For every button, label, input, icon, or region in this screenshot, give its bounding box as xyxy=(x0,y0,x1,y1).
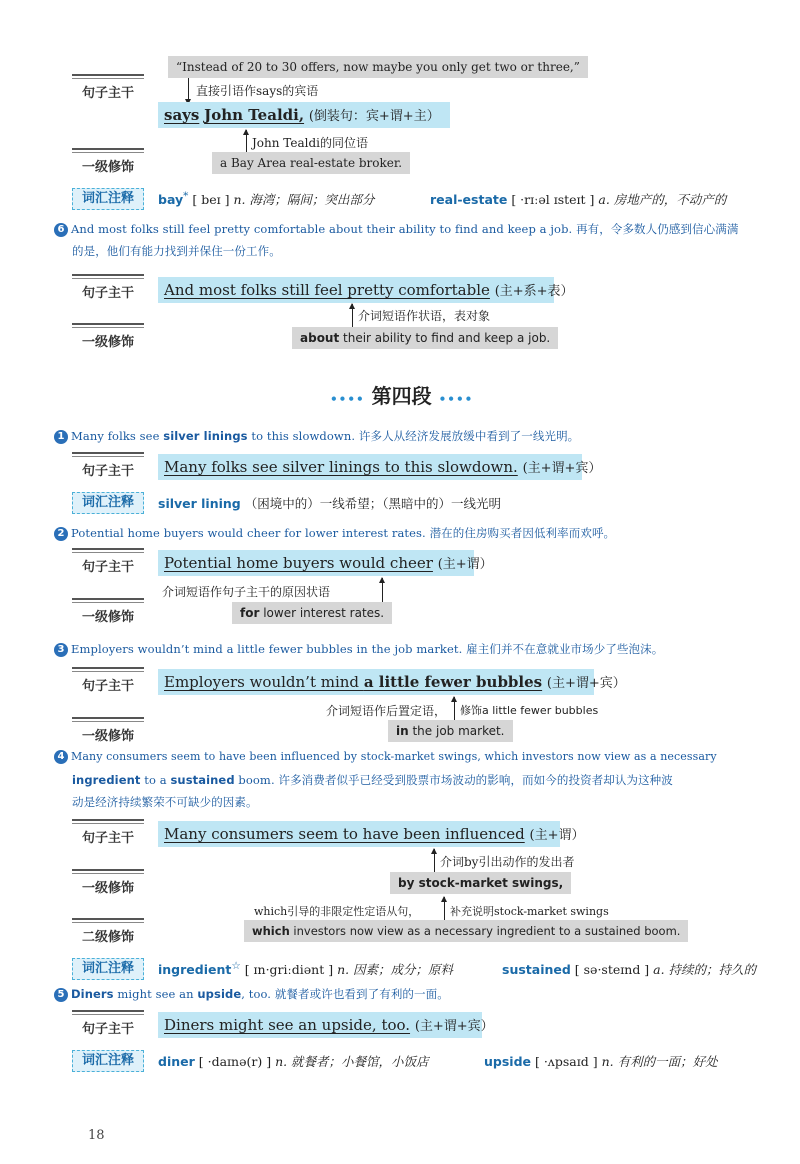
vocab-entry: real-estate [ ·rɪːəl ɪsteɪt ] a. 房地产的，不动产的 xyxy=(430,192,727,207)
main-clause-label: 句子主干 xyxy=(72,1018,144,1037)
main-clause-box: Employers wouldn’t mind a little fewer bubbles (主+谓+宾） xyxy=(158,669,594,695)
main-clause-box: Potential home buyers would cheer (主+谓） xyxy=(158,550,474,576)
main-clause-label: 句子主干 xyxy=(72,282,144,301)
main-clause-label: 句子主干 xyxy=(72,460,144,479)
arrow xyxy=(382,578,383,602)
annotation-note: 直接引语作says的宾语 xyxy=(196,84,319,98)
modifier-label: 一级修饰 xyxy=(72,156,144,175)
annotation-note: 补充说明stock-market swings xyxy=(450,905,609,918)
arrow xyxy=(454,697,455,721)
arrow xyxy=(444,897,445,921)
annotation-note: 介词短语作句子主干的原因状语 xyxy=(162,585,331,599)
main-clause-box xyxy=(158,102,450,128)
annotation-note: 介词by引出动作的发出者 xyxy=(440,855,575,869)
vocab-entry: bay* [ beɪ ] n. 海湾；隔间；突出部分 xyxy=(158,190,375,208)
sentence-english: 1 Many folks see silver linings to this slowdown. 许多人从经济发展放缓中看到了一线光明。 xyxy=(54,428,579,444)
sentence-chinese: 动是经济持续繁荣不可缺少的因素。 xyxy=(72,795,258,809)
annotation-note: 介词短语作后置定语， xyxy=(326,704,447,718)
page-number: 18 xyxy=(88,1128,105,1143)
arrow xyxy=(434,849,435,873)
quote-box: “Instead of 20 to 30 offers, now maybe you only get two or three,” xyxy=(168,56,588,78)
modifier-box: for lower interest rates. xyxy=(232,602,392,624)
main-clause-box: Diners might see an upside, too. (主+谓+宾） xyxy=(158,1012,482,1038)
annotation-note: 介词短语作状语，表对象 xyxy=(358,309,491,323)
vocab-label: 词汇注释 xyxy=(72,188,144,210)
modifier-label: 一级修饰 xyxy=(72,725,144,744)
vocab-label: 词汇注释 xyxy=(72,1050,144,1072)
structure-tag: (倒装句：宾+谓+主） xyxy=(308,109,440,124)
sentence-english: 6 And most folks still feel pretty comfortable about their ability to find and keep a job. 再有，令多数人仍感到信心满满 xyxy=(54,221,738,237)
modifier-box: about their ability to find and keep a job. xyxy=(292,327,558,349)
arrow xyxy=(188,78,189,104)
arrow xyxy=(246,130,247,154)
vocab-entry: ingredient☆ [ ɪn·griːdiənt ] n. 因素；成分；原料 xyxy=(158,960,454,978)
modifier-box: by stock-market swings, xyxy=(390,872,571,894)
vocab-entry: sustained [ sə·steɪnd ] a. 持续的；持久的 xyxy=(502,962,757,977)
main-clause-label: 句子主干 xyxy=(72,82,144,101)
modifier-label: 一级修饰 xyxy=(72,877,144,896)
sentence-english: 4 Many consumers seem to have been influenced by stock-market swings, which investors now view as a necessary xyxy=(54,750,717,764)
vocab-entry: upside [ ·ʌpsaɪd ] n. 有利的一面；好处 xyxy=(484,1054,718,1069)
main-clause-label: 句子主干 xyxy=(72,556,144,575)
modifier-label: 一级修饰 xyxy=(72,331,144,350)
sentence-english: 3 Employers wouldn’t mind a little fewer bubbles in the job market. 雇主们并不在意就业市场少了些泡沫。 xyxy=(54,641,663,657)
arrow xyxy=(352,304,353,328)
annotation-note: John Tealdi的同位语 xyxy=(252,136,368,150)
sentence-english: 5 Diners might see an upside, too. 就餐者或许也看到了有利的一面。 xyxy=(54,986,449,1002)
vocab-label: 词汇注释 xyxy=(72,958,144,980)
sentence-english: 2 Potential home buyers would cheer for lower interest rates. 潜在的住房购买者因低利率而欢呼。 xyxy=(54,525,615,541)
main-clause-box: Many consumers seem to have been influenced (主+谓） xyxy=(158,821,560,847)
vocab-entry: silver lining （困境中的）一线希望；（黑暗中的）一线光明 xyxy=(158,496,502,511)
main-clause-box: And most folks still feel pretty comfortable (主+系+表） xyxy=(158,277,554,303)
annotation-note: which引导的非限定性定语从句， xyxy=(254,905,420,918)
vocab-entry: diner [ ·daɪnə(r) ] n. 就餐者；小餐馆，小饭店 xyxy=(158,1054,429,1069)
modifier-box: which investors now view as a necessary ingredient to a sustained boom. xyxy=(244,920,688,942)
annotation-note: 修饰a little fewer bubbles xyxy=(460,704,599,717)
main-clause-label: 句子主干 xyxy=(72,827,144,846)
sentence-chinese: 的是，他们有能力找到并保住一份工作。 xyxy=(72,244,281,258)
section-title: •••• 第四段 •••• xyxy=(330,384,474,408)
modifier-box: in the job market. xyxy=(388,720,513,742)
modifier-box: a Bay Area real-estate broker. xyxy=(212,152,410,174)
main-clause-label: 句子主干 xyxy=(72,675,144,694)
main-subject: John Tealdi, xyxy=(204,106,305,124)
main-clause-box: Many folks see silver linings to this slowdown. (主+谓+宾） xyxy=(158,454,582,480)
vocab-label: 词汇注释 xyxy=(72,492,144,514)
sentence-english: ingredient to a sustained boom. 许多消费者似乎已经受到股票市场波动的影响，而如今的投资者却认为这种波 xyxy=(72,773,673,787)
modifier-label: 一级修饰 xyxy=(72,606,144,625)
main-verb: says xyxy=(164,106,200,124)
modifier-label: 二级修饰 xyxy=(72,926,144,945)
